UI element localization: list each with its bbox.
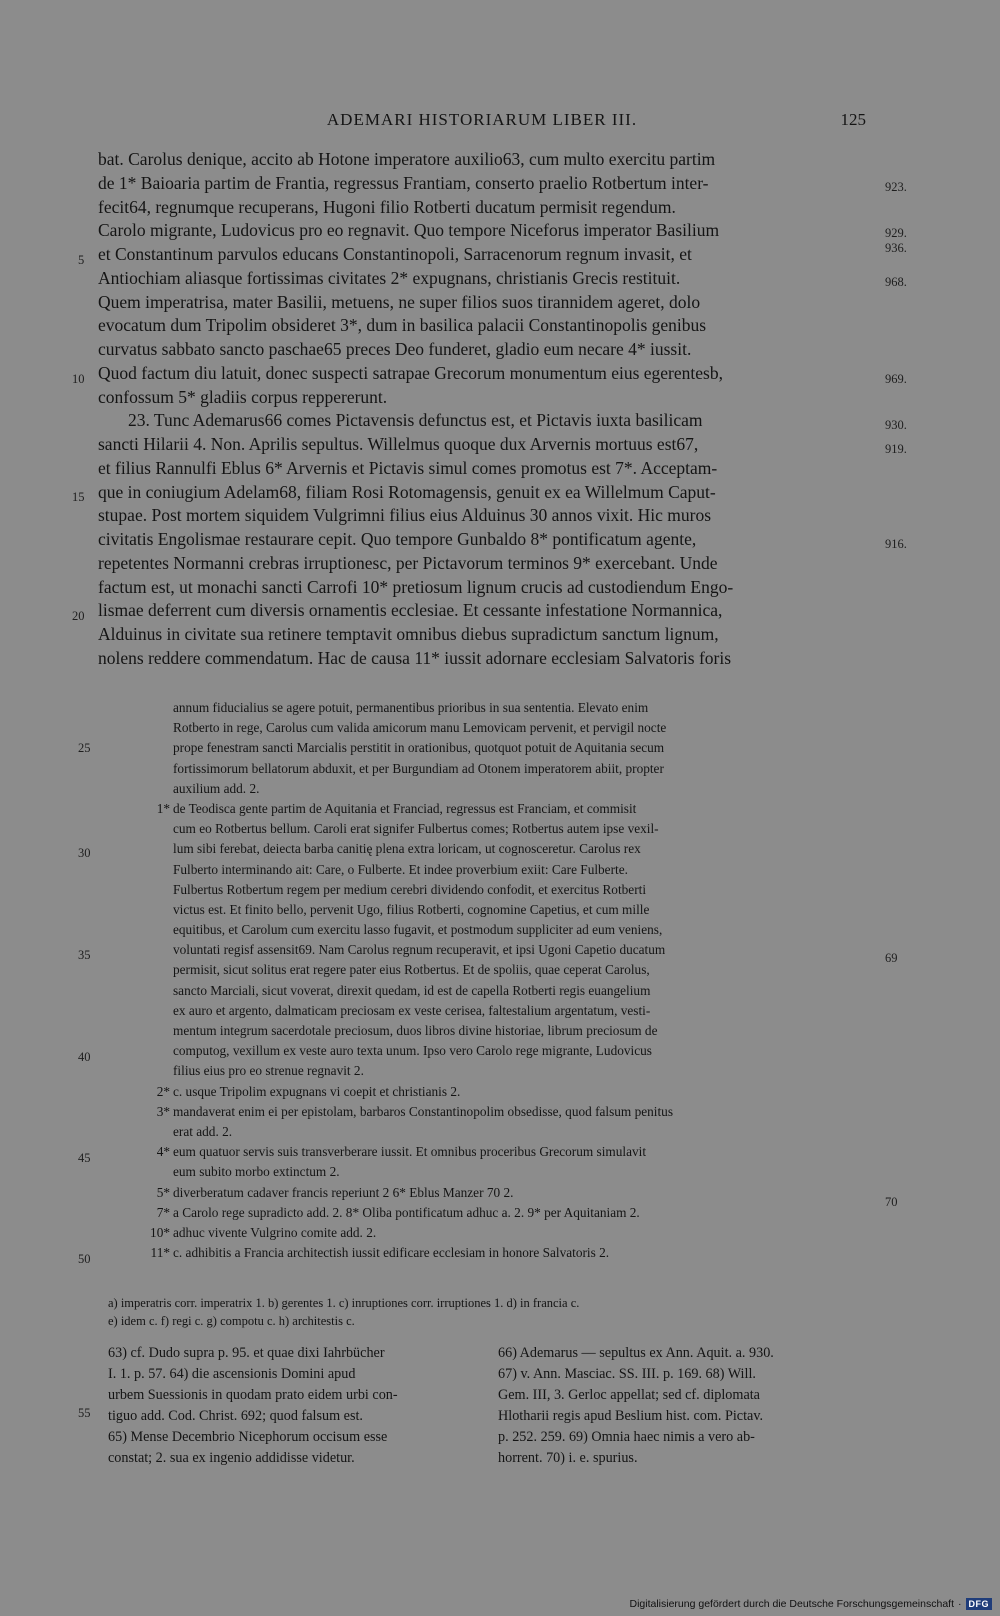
addition-line: Fulbertus Rotbertum regem per medium cerebri dividendo confodit, et exercitus Rotberti xyxy=(173,881,647,897)
main-line: nolens reddere commendatum. Hac de causa 11* iussit adornare ecclesiam Salvatoris foris xyxy=(98,647,732,668)
addition-line: Rotberto in rege, Carolus cum valida amicorum manu Lemovicam pervenit, et pervigil nocte xyxy=(173,720,667,736)
addition-line: victus est. Et finito bello, pervenit Ugo, filius Rotberti, cognomine Capetius, et cum mille xyxy=(173,901,650,917)
main-line: Alduinus in civitate sua retinere temptavit omnibus diebus supradictum sanctum lignum, xyxy=(98,624,719,644)
footnote-line: horrent. 70) i. e. spurius. xyxy=(498,1450,638,1466)
line-number: 20 xyxy=(72,609,85,623)
footer-text: Digitalisierung gefördert durch die Deutsche Forschungsgemeinschaft xyxy=(629,1598,954,1610)
line-number: 55 xyxy=(78,1406,91,1420)
addition-mark: 4* xyxy=(156,1144,170,1160)
addition-line: Fulberto interminando ait: Care, o Fulberte. Et indee proverbium exiit: Care Fulberte. xyxy=(173,861,628,877)
addition-line: permisit, sicut solitus erat regere pater eius Rotbertus. Et de spoliis, quae ceperat Carolus, xyxy=(173,962,650,978)
margin-year: 968. xyxy=(885,275,907,289)
footnote-line: tiguo add. Cod. Christ. 692; quod falsum est. xyxy=(108,1408,363,1424)
addition-line: cum eo Rotbertus bellum. Caroli erat signifer Fulbertus comes; Rotbertus autem ipse vexil- xyxy=(173,821,659,837)
footnote-line: 63) cf. Dudo supra p. 95. et quae dixi Iahrbücher xyxy=(108,1345,385,1361)
critical-line: e) idem c. f) regi c. g) compotu c. h) architestis c. xyxy=(108,1314,355,1328)
addition-mark: 3* xyxy=(156,1103,170,1119)
line-number: 45 xyxy=(78,1151,91,1165)
main-line: bat. Carolus denique, accito ab Hotone imperatore auxilio63, cum multo exercitu partim xyxy=(98,149,716,169)
line-number: 50 xyxy=(78,1252,91,1266)
digitization-footer: Digitalisierung gefördert durch die Deutsche Forschungsgemeinschaft · DFG xyxy=(629,1598,992,1610)
addition-line: computog, vexillum ex veste auro texta unum. Ipso vero Carolo rege migrante, Ludovicus xyxy=(173,1043,652,1059)
margin-year: 923. xyxy=(885,180,907,194)
footnote-line: 67) v. Ann. Masciac. SS. III. p. 169. 68) Will. xyxy=(498,1366,756,1382)
main-line: 23. Tunc Ademarus66 comes Pictavensis defunctus est, et Pictavis iuxta basilicam xyxy=(128,410,703,431)
addition-line: voluntati regisf assensit69. Nam Carolus regnum recuperavit, et ipsi Ugoni Capetio ducatum xyxy=(173,942,666,958)
main-line: civitatis Engolismae restaurare cepit. Quo tempore Gunbaldo 8* pontificatum agente, xyxy=(98,529,697,549)
page-number: 125 xyxy=(840,110,866,129)
main-line: factum est, ut monachi sancti Carrofi 10* pretiosum lignum crucis ad custodiendum Engo- xyxy=(98,576,734,597)
addition-line: annum fiducialius se agere potuit, permanentibus prioribus in sua sententia. Elevato enim xyxy=(173,700,649,715)
addition-line: eum subito morbo extinctum 2. xyxy=(173,1164,340,1180)
margin-note-number: 69 xyxy=(885,951,898,965)
addition-line: filius eius pro eo strenue regnavit 2. xyxy=(173,1063,364,1079)
footnotes-right-column xyxy=(498,1343,876,1469)
running-head xyxy=(98,110,866,132)
main-line: repetentes Normanni crebras irruptionesc, per Pictavorum terminos 9* exercebant. Unde xyxy=(98,552,718,573)
line-number: 40 xyxy=(78,1050,91,1064)
addition-line: sancto Marciali, sicut voverat, direxit quedam, id est de capella Rotberti regis euangelium xyxy=(173,982,651,998)
addition-line: prope fenestram sancti Marcialis perstitit in orationibus, quotquot potuit de Aquitania secum xyxy=(173,740,665,756)
line-number: 35 xyxy=(78,948,91,962)
addition-line: 3* mandaverat enim ei per epistolam, barbaros Constantinopolim obsedisse, quod falsum penitus xyxy=(96,1102,872,1122)
main-line: confossum 5* gladiis corpus reppererunt. xyxy=(98,386,388,407)
main-line: fecit64, regnumque recuperans, Hugoni filio Rotberti ducatum permisit regendum. xyxy=(98,196,676,217)
margin-year: 936. xyxy=(885,241,907,255)
footnote-line: I. 1. p. 57. 64) die ascensionis Domini apud xyxy=(108,1366,356,1382)
footnote-line: Hlotharii regis apud Beslium hist. com. Pictav. xyxy=(498,1408,764,1424)
main-line: stupae. Post mortem siquidem Vulgrimni filius eius Alduinus 30 annos vixit. Hic muros xyxy=(98,505,712,526)
main-line: Quod factum diu latuit, donec suspecti satrapae Grecorum monumentum eius egerentesb, xyxy=(98,362,723,383)
main-line: lismae deferrent cum diversis ornamentis ecclesiae. Et cessante infestatione Normannica, xyxy=(98,600,723,621)
footnote-line: 65) Mense Decembrio Nicephorum occisum esse xyxy=(108,1429,388,1445)
line-number: 10 xyxy=(72,372,85,386)
main-text xyxy=(98,148,866,671)
line-number: 25 xyxy=(78,741,91,755)
main-line: et Constantinum parvulos educans Constantinopoli, Sarracenorum regnum invasit, et xyxy=(98,244,692,264)
main-line: Quem imperatrisa, mater Basilii, metuens, ne super filios suos tirannidem ageret, dolo xyxy=(98,291,701,312)
addition-line: 2* c. usque Tripolim expugnans vi coepit et christianis 2. xyxy=(96,1082,872,1102)
addition-mark: 1* xyxy=(156,800,170,816)
critical-apparatus xyxy=(108,1294,878,1330)
addition-line: 7* a Carolo rege supradicto add. 2. 8* Oliba pontificatum adhuc a. 2. 9* per Aquitaniam 2. xyxy=(96,1203,872,1223)
addition-line: 4* eum quatuor servis suis transverberare iussit. Et omnibus proceribus Grecorum simulavit xyxy=(96,1142,872,1162)
addition-line: lum sibi ferebat, deiecta barba canitię plena extra loricam, ut cognosceretur. Carolus rex xyxy=(173,841,641,857)
main-line: de 1* Baioaria partim de Frantia, regressus Frantiam, conserto praelio Rotbertum inter- xyxy=(98,172,709,193)
addition-line: auxilium add. 2. xyxy=(173,780,260,796)
addition-line: erat add. 2. xyxy=(173,1123,233,1139)
dfg-logo: DFG xyxy=(966,1598,993,1610)
margin-year: 929. xyxy=(885,226,907,240)
margin-year: 919. xyxy=(885,442,907,456)
main-line: sancti Hilarii 4. Non. Aprilis sepultus. Willelmus quoque dux Arvernis mortuus est67, xyxy=(98,434,699,454)
line-number: 5 xyxy=(78,253,85,267)
addition-line: mentum integrum sacerdotale preciosum, duos libros divine historiae, librum preciosum de xyxy=(173,1023,658,1038)
addition-mark: 7* xyxy=(156,1204,170,1220)
margin-note-number: 70 xyxy=(885,1195,898,1209)
footnotes-left-column xyxy=(108,1343,482,1469)
addition-mark: 10* xyxy=(150,1224,170,1240)
running-head-title: ADEMARI HISTORIARUM LIBER III. xyxy=(326,110,638,129)
addition-line: 10* adhuc vivente Vulgrino comite add. 2. xyxy=(96,1223,872,1243)
main-line: curvatus sabbato sancto paschae65 preces Deo funderet, gladio eum necare 4* iussit. xyxy=(98,339,692,359)
line-number: 15 xyxy=(72,490,85,504)
footnote-line: urbem Suessionis in quodam prato eidem urbi con- xyxy=(108,1387,398,1403)
footnote-line: Gem. III, 3. Gerloc appellat; sed cf. diplomata xyxy=(498,1387,760,1403)
main-line: Antiochiam aliasque fortissimas civitates 2* expugnans, christianis Grecis restituit. xyxy=(98,267,681,288)
footnote-line: 66) Ademarus — sepultus ex Ann. Aquit. a. 930. xyxy=(498,1345,774,1361)
addition-line: fortissimorum bellatorum abduxit, et per Burgundiam ad Otonem imperatorem abiit, propter xyxy=(173,760,664,776)
margin-year: 916. xyxy=(885,537,907,551)
critical-line: a) imperatris corr. imperatrix 1. b) gerentes 1. c) inruptiones corr. irruptiones 1. d) in francia c. xyxy=(108,1296,580,1310)
addition-line: 11* c. adhibitis a Francia architectish iussit edificare ecclesiam in honore Salvatoris 2. xyxy=(96,1243,872,1263)
addition-mark: 2* xyxy=(156,1083,170,1099)
addition-line: 5* diverberatum cadaver francis reperiunt 2 6* Eblus Manzer 70 2. xyxy=(96,1183,872,1203)
line-number: 30 xyxy=(78,846,91,860)
addition-mark: 5* xyxy=(156,1184,170,1200)
margin-year: 969. xyxy=(885,372,907,386)
addition-line: ex auro et argento, dalmaticam preciosam ex veste cerisea, faltestalium argentatum, vesti- xyxy=(173,1002,651,1018)
footnote-line: p. 252. 259. 69) Omnia haec nimis a vero ab- xyxy=(498,1429,755,1445)
main-line: Carolo migrante, Ludovicus pro eo regnavit. Quo tempore Niceforus imperator Basilium xyxy=(98,220,720,241)
addition-mark: 11* xyxy=(150,1245,170,1261)
main-line: que in coniugium Adelam68, filiam Rosi Rotomagensis, genuit ex ea Willelmum Caput- xyxy=(98,481,716,502)
main-line: et filius Rannulfi Eblus 6* Arvernis et Pictavis simul comes promotus est 7*. Acceptam- xyxy=(98,457,718,478)
main-line: evocatum dum Tripolim obsideret 3*, dum in basilica palacii Constantinopolis genibus xyxy=(98,315,707,336)
addition-line: 1* de Teodisca gente partim de Aquitania et Franciad, regressus est Franciam, et commisit xyxy=(96,799,872,819)
addition-line: equitibus, et Carolum cum exercitu lasso fugavit, et postmodum suppliciter ad eum veniens, xyxy=(173,922,663,938)
footnote-line: constat; 2. sua ex ingenio addidisse videtur. xyxy=(108,1450,355,1466)
margin-year: 930. xyxy=(885,418,907,432)
additions-apparatus xyxy=(96,698,872,1263)
